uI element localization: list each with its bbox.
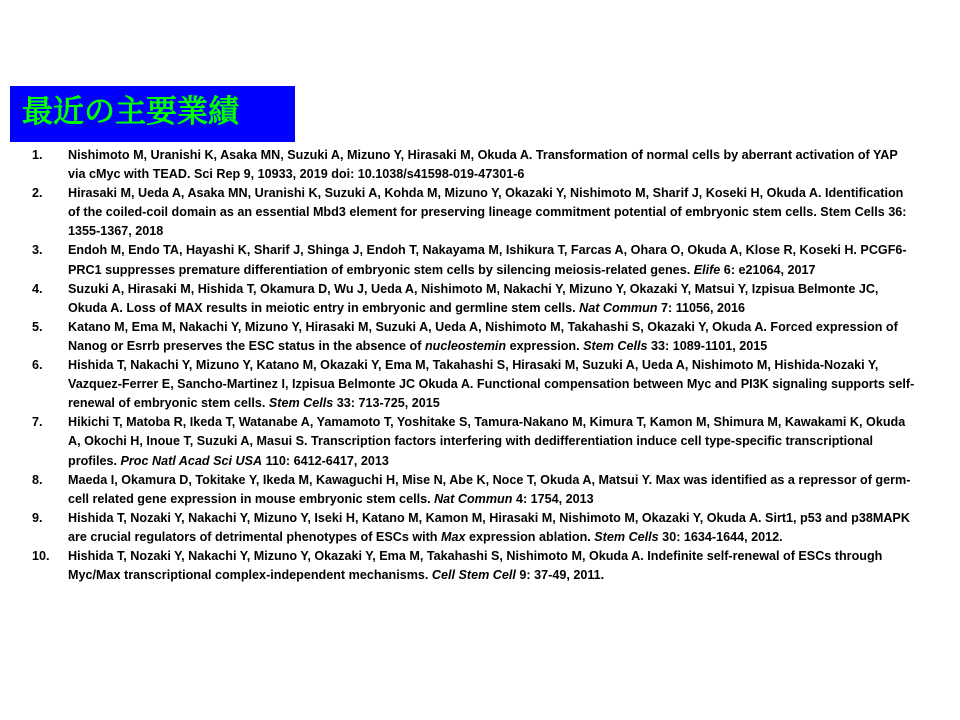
publication-citation [68,184,924,241]
publication-number: 6. [32,358,43,373]
publication-number: 9. [32,510,43,525]
publication-citation [68,413,924,470]
publication-citation [68,509,924,547]
citation-text: Katano M, Ema M, Nakachi Y, Mizuno Y, Hirasaki M, Suzuki A, Ueda A, Nishimoto M, Takahashi S, Okazaki Y, Okuda A. Forced expression of Nanog or Esrrb preserves the ESC status in the absence of [68,319,898,353]
citation-details: 7: 11056, 2016 [657,300,746,315]
publication-item [24,318,924,356]
publication-citation [68,146,924,184]
citation-details: 30: 1634-1644, 2012. [658,529,783,544]
citation-details: 110: 6412-6417, 2013 [262,453,389,468]
citation-text: Hishida T, Nakachi Y, Mizuno Y, Katano M, Okazaki Y, Ema M, Takahashi S, Hirasaki M, Suzuki A, Ueda A, Nishimoto M, Hishida-Nozaki Y, Vazquez-Ferrer E, Sancho-Martinez I, Izpisua Belmonte JC Okuda A. Functional compensation between Myc and PI3K signaling supports self-renewal of embryonic stem cells. [68,358,915,411]
publication-citation [68,471,924,509]
citation-details: 6: e21064, 2017 [720,262,816,277]
journal-name: Stem Cells [594,529,659,544]
publication-item [24,241,924,279]
journal-name: Stem Cells [583,338,648,353]
citation-text: Endoh M, Endo TA, Hayashi K, Sharif J, Shinga J, Endoh T, Nakayama M, Ishikura T, Farcas A, Ohara O, Okuda A, Klose R, Koseki H. PCGF6-PRC1 suppresses premature differentiation of embryonic stem cells by silencing meiosis-related genes. [68,243,907,277]
publication-number: 8. [32,472,43,487]
publication-number: 5. [32,319,43,334]
publication-number: 7. [32,415,43,430]
journal-name: Proc Natl Acad Sci USA [120,453,263,468]
journal-name: Nat Commun [579,300,658,315]
citation-text: Hikichi T, Matoba R, Ikeda T, Watanabe A, Yamamoto T, Yoshitake S, Tamura-Nakano M, Kimura T, Kamon M, Shimura M, Kawakami K, Okuda A, Okochi H, Inoue T, Suzuki A, Masui S. Transcription factors interfering with dedifferentiation induce cell type-specific transcriptional profiles. [68,415,906,468]
citation-details: 33: 1089-1101, 2015 [647,338,768,353]
citation-details: 33: 713-725, 2015 [333,396,440,411]
publication-item [24,356,924,413]
publication-item [24,509,924,547]
publication-citation [68,241,924,279]
citation-text-cont: expression ablation. [465,529,595,544]
publication-number: 4. [32,281,43,296]
publication-item [24,413,924,470]
publication-number: 1. [32,148,43,162]
publication-list [24,146,924,585]
publication-item [24,184,924,241]
publication-number: 3. [32,243,43,258]
publication-item [24,280,924,318]
gene-name: Max [441,529,466,544]
publication-item [24,146,924,184]
journal-name: Nat Commun [434,491,513,506]
citation-text: Hishida T, Nozaki Y, Nakachi Y, Mizuno Y, Okazaki Y, Ema M, Takahashi S, Nishimoto M, Okuda A. Indefinite self-renewal of ESCs through Myc/Max transcriptional complex-independent mechanisms. [68,548,883,583]
slide-title-box [10,86,295,142]
gene-name: nucleostemin [424,338,507,353]
citation-text: Hirasaki M, Ueda A, Asaka MN, Uranishi K, Suzuki A, Kohda M, Mizuno Y, Okazaki Y, Nishimoto M, Sharif J, Koseki H, Okuda A. Identification of the coiled-coil domain as an essential Mbd3 element for preserving lineage commitment potential of embryonic stem cells. Stem Cells 36: 1355-1367, 2018 [68,186,907,239]
citation-text: Hishida T, Nozaki Y, Nakachi Y, Mizuno Y, Iseki H, Katano M, Kamon M, Hirasaki M, Nishimoto M, Okazaki Y, Okuda A. Sirt1, p53 and p38MAPK are crucial regulators of detrimental phenotypes of ESCs with [68,510,910,544]
citation-text-cont: expression. [506,338,584,353]
publication-number: 2. [32,186,43,201]
citation-text: Nishimoto M, Uranishi K, Asaka MN, Suzuki A, Mizuno Y, Hirasaki M, Okuda A. Transformation of normal cells by aberrant activation of YAP via cMyc with TEAD. Sci Rep 9, 10933, 2019 doi: 10.1038/s41598-019-47301-6 [68,148,898,182]
citation-details: 4: 1754, 2013 [512,491,594,506]
citation-text: Suzuki A, Hirasaki M, Hishida T, Okamura D, Wu J, Ueda A, Nishimoto M, Nakachi Y, Mizuno Y, Okazaki Y, Matsui Y, Izpisua Belmonte JC, Okuda A. Loss of MAX results in meiotic entry in embryonic and germline stem cells. [68,281,879,315]
journal-name: Cell Stem Cell [431,568,516,583]
publication-citation [68,356,924,413]
publication-item [24,547,924,585]
publication-number: 10. [32,548,50,563]
journal-name: Elife [693,262,721,277]
slide-title: 最近の主要業績 [22,94,239,130]
citation-text: Maeda I, Okamura D, Tokitake Y, Ikeda M, Kawaguchi H, Mise N, Abe K, Noce T, Okuda A, Matsui Y. Max was identified as a repressor of germ-cell related gene expression in mouse embryonic stem cells. [68,472,911,506]
publication-citation [68,280,924,318]
publication-item [24,471,924,509]
publication-citation [68,318,924,356]
citation-details: 9: 37-49, 2011. [515,568,605,583]
journal-name: Stem Cells [268,396,334,411]
publication-citation [68,547,924,585]
